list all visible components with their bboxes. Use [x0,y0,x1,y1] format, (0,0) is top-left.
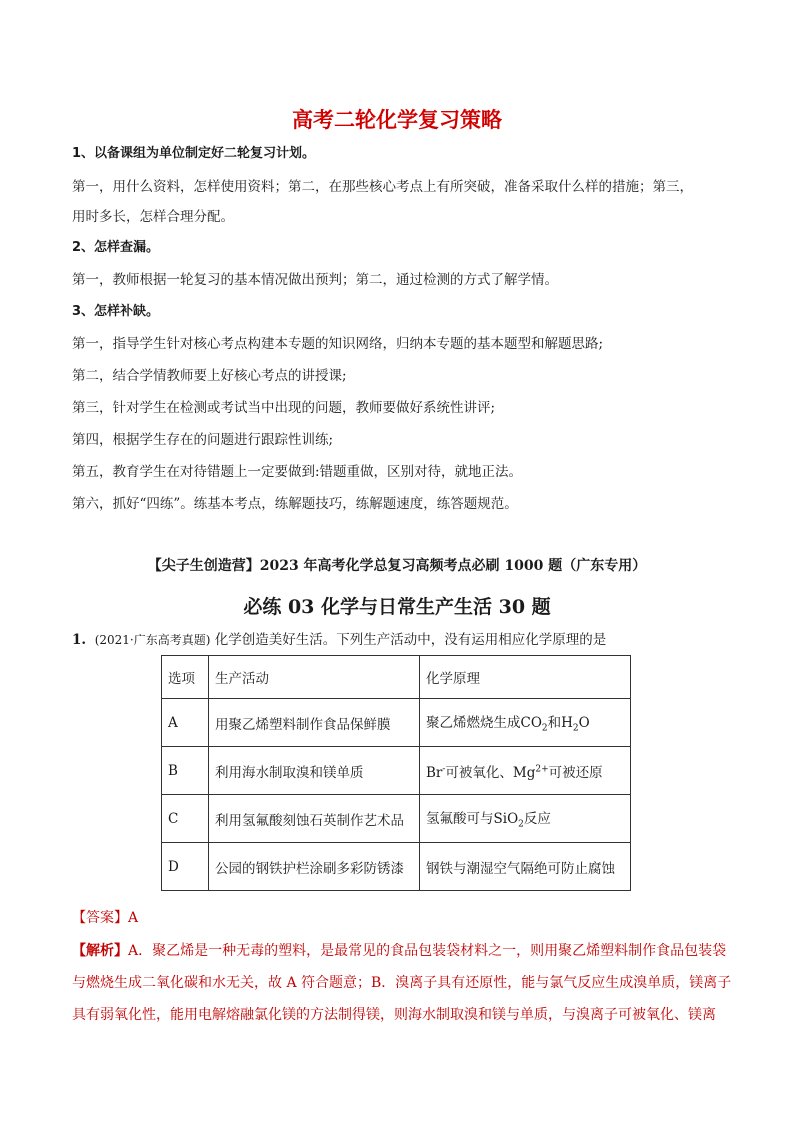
principle-cell: Br-可被氧化、$Mg^{2+}$可被还原 [420,747,631,795]
analysis-line: 【解析】A．聚乙烯是一种无毒的塑料，是最常见的食品包装袋材料之一，则用聚乙烯塑料制作食品包装袋 [72,943,727,959]
item3-line: 第三，针对学生在检测或考试当中出现的问题，教师要做好系统性讲评; [72,400,496,416]
activity-cell: 公园的钢铁护栏涂刷多彩防锈漆 [209,843,420,891]
table-row [162,843,631,891]
answer-value: A [128,910,139,926]
question-source: (2021·广东高考真题) [94,633,211,647]
activity-cell: 用聚乙烯塑料制作食品保鲜膜 [209,699,420,747]
principle-cell: 氢氟酸可与SiO$_2$反应 [420,795,631,843]
option-cell: A [162,699,209,747]
options-table [161,655,631,891]
answer [72,908,138,928]
table-header-row [162,656,631,699]
section-title: 必练 03 化学与日常生产生活 30 题 [243,596,551,618]
answer-label: 【答案】 [72,910,128,926]
item2-line1: 第一，教师根据一轮复习的基本情况做出预判；第二，通过检测的方式了解学情。 [72,272,558,288]
item3-line: 第五，教育学生在对待错题上一定要做到:错题重做，区别对待，就地正法。 [72,464,523,480]
analysis-line: 与燃烧生成二氧化碳和水无关，故 A 符合题意；B．溴离子具有还原性，能与氯气反应生成溴单质，镁离子 [72,975,732,991]
table-row [162,795,631,843]
question-stem: 化学创造美好生活。下列生产活动中，没有运用相应化学原理的是 [214,632,607,648]
principle-cell: 聚乙烯燃烧生成$CO_2$和$H_2O$ [420,699,631,747]
header-option: 选项 [162,656,209,699]
option-cell: D [162,843,209,891]
header-principle: 化学原理 [420,656,631,699]
activity-cell: 利用氢氟酸刻蚀石英制作艺术品 [209,795,420,843]
item2-heading: 2、怎样查漏。 [72,240,160,255]
item1-line2: 用时多长，怎样合理分配。 [72,209,234,225]
option-cell: C [162,795,209,843]
header-activity: 生产活动 [209,656,420,699]
option-cell: B [162,747,209,795]
item3-line: 第四，根据学生存在的问题进行跟踪性训练; [72,432,334,448]
principle-cell: 钢铁与潮湿空气隔绝可防止腐蚀 [420,843,631,891]
page-title: 高考二轮化学复习策略 [292,108,502,132]
item1-heading: 1、以备课组为单位制定好二轮复习计划。 [72,146,316,161]
table-row [162,747,631,795]
activity-cell: 利用海水制取溴和镁单质 [209,747,420,795]
question-stem-line [72,630,606,650]
exercise-series-subtitle: 【尖子生创造营】2023 年高考化学总复习高频考点必刷 1000 题（广东专用） [147,558,647,574]
item3-heading: 3、怎样补缺。 [72,304,160,319]
item1-line1: 第一，用什么资料，怎样使用资料；第二，在那些核心考点上有所突破，准备采取什么样的措施；第三， [72,179,693,195]
analysis-line: 具有弱氧化性，能用电解熔融氯化镁的方法制得镁，则海水制取溴和镁与单质，与溴离子可被氧化、镁离 [72,1007,716,1023]
item3-line: 第六，抓好“四练”。练基本考点，练解题技巧，练解题速度，练答题规范。 [72,496,518,512]
analysis-label: 【解析】 [72,943,128,959]
item3-line: 第一，指导学生针对核心考点构建本专题的知识网络，归纳本专题的基本题型和解题思路; [72,336,604,352]
question-number: 1. [72,632,87,648]
table-row [162,699,631,747]
item3-line: 第二，结合学情教师要上好核心考点的讲授课; [72,368,347,384]
